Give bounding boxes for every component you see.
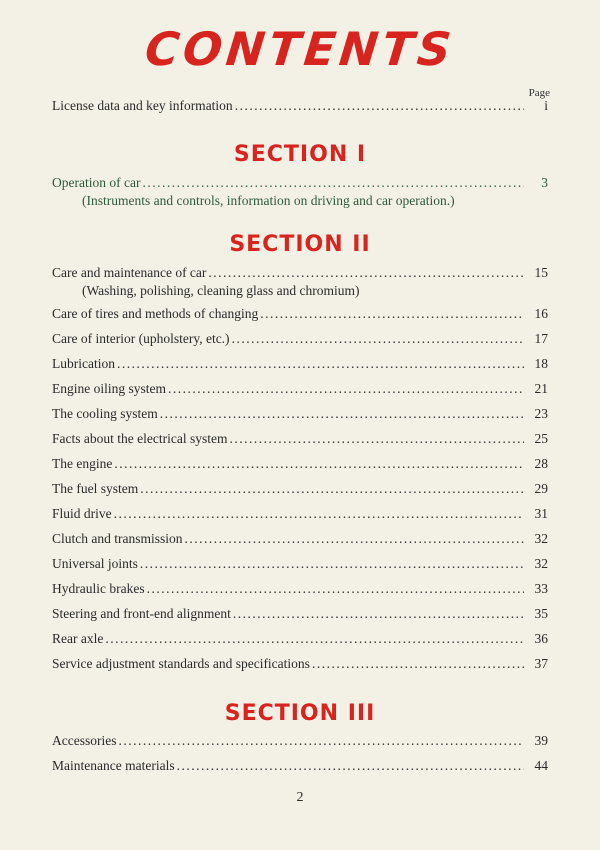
- toc-entry-page: 31: [534, 506, 548, 521]
- toc-entry-page: 17: [534, 331, 548, 346]
- toc-entry-label: The cooling system: [52, 406, 158, 421]
- dot-leader: [168, 381, 524, 397]
- toc-entry-label: Lubrication: [52, 356, 115, 371]
- section-heading: SECTION III: [224, 701, 376, 726]
- dot-leader: [260, 306, 524, 322]
- toc-entry-label: Accessories: [52, 733, 117, 748]
- toc-entry-label: Steering and front-end alignment: [52, 606, 231, 621]
- dot-leader: [140, 481, 524, 497]
- toc-entry-label: Clutch and transmission: [52, 531, 183, 546]
- toc-entry-page: 21: [534, 381, 548, 396]
- toc-entry-label: License data and key information: [52, 98, 233, 113]
- toc-entry[interactable]: [52, 581, 548, 599]
- page-column-header: Page: [528, 87, 550, 99]
- toc-entry-label: The engine: [52, 456, 113, 471]
- toc-entry-note: (Washing, polishing, cleaning glass and chromium): [82, 283, 360, 298]
- toc-entry-label: Hydraulic brakes: [52, 581, 145, 596]
- toc-entry[interactable]: [52, 356, 548, 374]
- dot-leader: [118, 733, 524, 749]
- toc-entry-page: 28: [534, 456, 548, 471]
- contents-title: CONTENTS: [142, 22, 458, 76]
- dot-leader: [105, 631, 524, 647]
- dot-leader: [114, 456, 524, 472]
- toc-entry-page: 3: [541, 175, 548, 190]
- toc-entry-label: The fuel system: [52, 481, 139, 496]
- dot-leader: [208, 265, 524, 281]
- toc-entry-page: i: [544, 98, 548, 113]
- toc-entry-page: 33: [534, 581, 548, 596]
- dot-leader: [235, 98, 524, 114]
- toc-entry-page: 18: [534, 356, 548, 371]
- section-heading: SECTION II: [229, 232, 371, 257]
- toc-entry-label: Maintenance materials: [52, 758, 175, 773]
- toc-entry[interactable]: [52, 506, 548, 524]
- toc-entry-page: 29: [534, 481, 548, 496]
- toc-entry-label: Facts about the electrical system: [52, 431, 228, 446]
- toc-entry[interactable]: [52, 656, 548, 674]
- toc-entry-page: 35: [534, 606, 548, 621]
- toc-entry[interactable]: [52, 175, 548, 193]
- toc-entry-label: Engine oiling system: [52, 381, 166, 396]
- toc-entry[interactable]: [52, 331, 548, 349]
- dot-leader: [117, 356, 524, 372]
- toc-entry-page: 32: [534, 556, 548, 571]
- toc-entry-label: Rear axle: [52, 631, 104, 646]
- toc-entry-label: Care of tires and methods of changing: [52, 306, 259, 321]
- toc-entry[interactable]: [52, 606, 548, 624]
- toc-entry-page: 44: [534, 758, 548, 773]
- toc-entry[interactable]: [52, 481, 548, 499]
- dot-leader: [185, 531, 525, 547]
- toc-entry[interactable]: [52, 98, 548, 116]
- toc-entry-page: 15: [534, 265, 548, 280]
- dot-leader: [312, 656, 524, 672]
- toc-entry-page: 25: [534, 431, 548, 446]
- toc-entry-page: 36: [534, 631, 548, 646]
- toc-entry[interactable]: [52, 758, 548, 776]
- toc-entry-page: 39: [534, 733, 548, 748]
- dot-leader: [229, 431, 524, 447]
- toc-entry[interactable]: [52, 381, 548, 399]
- toc-entry-label: Fluid drive: [52, 506, 112, 521]
- toc-entry[interactable]: [52, 556, 548, 574]
- toc-entry[interactable]: [52, 406, 548, 424]
- toc-entry[interactable]: [52, 631, 548, 649]
- toc-entry-label: Service adjustment standards and specifications: [52, 656, 310, 671]
- dot-leader: [160, 406, 524, 422]
- toc-entry-label: Care of interior (upholstery, etc.): [52, 331, 230, 346]
- toc-entry-label: Universal joints: [52, 556, 138, 571]
- toc-entry[interactable]: [52, 531, 548, 549]
- dot-leader: [147, 581, 524, 597]
- toc-entry[interactable]: [52, 456, 548, 474]
- toc-entry[interactable]: [52, 265, 548, 283]
- toc-entry-page: 37: [534, 656, 548, 671]
- toc-entry-page: 23: [534, 406, 548, 421]
- dot-leader: [233, 606, 524, 622]
- section-heading: SECTION I: [233, 142, 367, 167]
- toc-entry-label: Operation of car: [52, 175, 141, 190]
- page-number: 2: [296, 790, 304, 805]
- toc-entry-page: 32: [534, 531, 548, 546]
- dot-leader: [114, 506, 524, 522]
- toc-entry-label: Care and maintenance of car: [52, 265, 207, 280]
- toc-entry-note: (Instruments and controls, information on driving and car operation.): [82, 193, 455, 208]
- toc-entry[interactable]: [52, 733, 548, 751]
- toc-entry[interactable]: [52, 431, 548, 449]
- dot-leader: [140, 556, 524, 572]
- toc-entry[interactable]: [52, 306, 548, 324]
- dot-leader: [177, 758, 524, 774]
- toc-entry-page: 16: [534, 306, 548, 321]
- dot-leader: [232, 331, 524, 347]
- dot-leader: [142, 175, 524, 191]
